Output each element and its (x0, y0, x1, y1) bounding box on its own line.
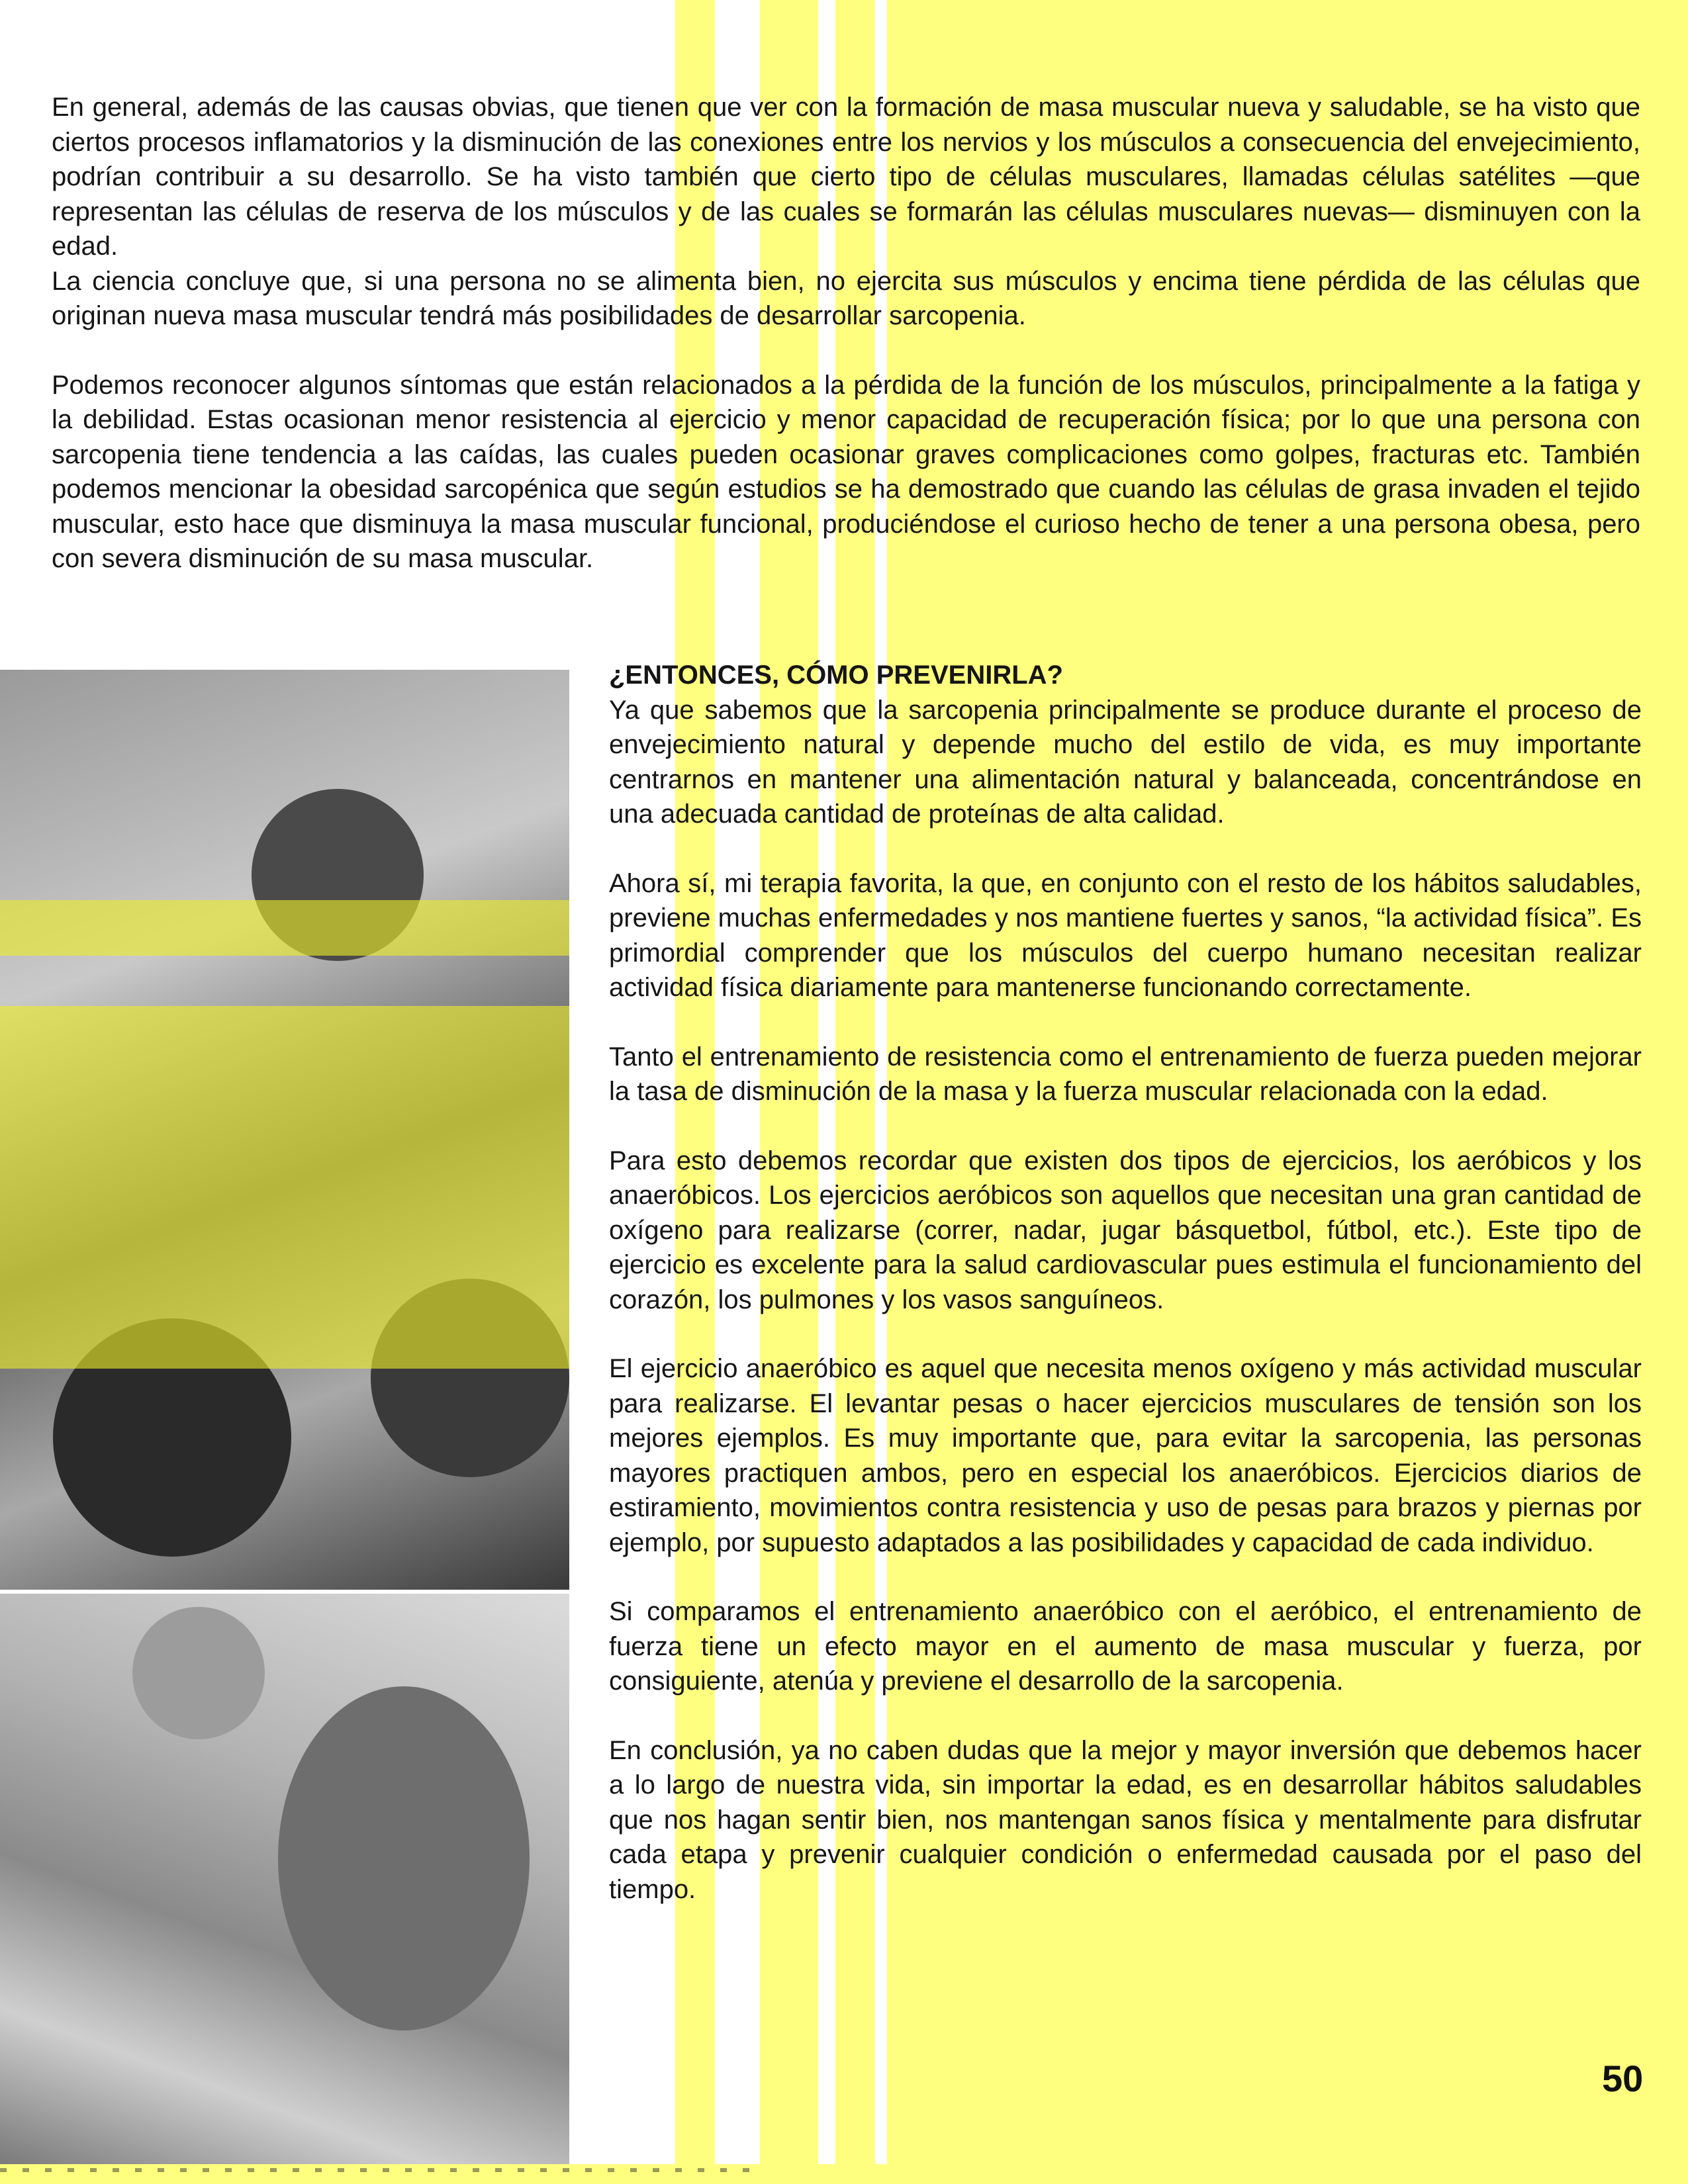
section-paragraph: Ya que sabemos que la sarcopenia principalmente se produce durante el proceso de envejecimiento natural y depende mucho del estilo de vida, es muy importante centrarnos en mantener una alimentación natural y balanceada, concentrándose en una adecuada cantidad de proteínas de alta calidad. (609, 695, 1642, 829)
page-number: 50 (1602, 2058, 1644, 2099)
section-paragraph: Tanto el entrenamiento de resistencia como el entrenamiento de fuerza pueden mejorar la tasa de disminución de la masa y la fuerza muscular relacionada con la edad. (609, 1042, 1642, 1106)
section-paragraph: El ejercicio anaeróbico es aquel que necesita menos oxígeno y más actividad muscular para realizarse. El levantar pesas o hacer ejercicios musculares de tensión son los mejores ejemplos. Es muy importante que, para evitar la sarcopenia, las personas mayores practiquen ambos, pero en especial los anaeróbicos. Ejercicios diarios de estiramiento, movimientos contra resistencia y uso de pesas para brazos y piernas por ejemplo, por supuesto adaptados a las posibilidades y capacidad de cada individuo. (609, 1354, 1642, 1557)
intro-text (52, 90, 1640, 576)
intro-paragraph: En general, además de las causas obvias, que tienen que ver con la formación de masa muscular nueva y saludable, se ha visto que ciertos procesos inflamatorios y la disminución de las conexiones entre los nervios y los músculos a consecuencia del envejecimiento, podrían contribuir a su desarrollo. Se ha visto también que cierto tipo de células musculares, llamadas células satélites —que representan las células de reserva de los músculos y de las cuales se formarán las células musculares nuevas— disminuyen con la edad. (52, 93, 1640, 261)
decor-bottom-band (0, 2164, 1688, 2184)
section-paragraph: Para esto debemos recordar que existen dos tipos de ejercicios, los aeróbicos y los anaeróbicos. Los ejercicios aeróbicos son aquellos que necesitan una gran cantidad de oxígeno para realizarse (correr, nadar, jugar básquetbol, fútbol, etc.). Este tipo de ejercicio es excelente para la salud cardiovascular pues estimula el funcionamiento del corazón, los pulmones y los vasos sanguíneos. (609, 1146, 1642, 1314)
stretching-photo (0, 1594, 569, 2164)
section-paragraph: En conclusión, ya no caben dudas que la mejor y mayor inversión que debemos hacer a lo largo de nuestra vida, sin importar la edad, es en desarrollar hábitos saludables que nos hagan sentir bien, nos mantengan sanos física y mentalmente para disfrutar cada etapa y prevenir cualquier condición o enfermedad causada por el paso del tiempo. (609, 1735, 1642, 1904)
section-paragraph: Ahora sí, mi terapia favorita, la que, en conjunto con el resto de los hábitos saludables, previene muchas enfermedades y nos mantiene fuertes y sanos, “la actividad física”. Es primordial comprender que los músculos del cuerpo humano necesitan realizar actividad física diariamente para mantenerse funcionando correctamente. (609, 868, 1642, 1002)
intro-paragraph: La ciencia concluye que, si una persona no se alimenta bien, no ejercita sus músculos y encima tiene pérdida de las células que originan nueva masa muscular tendrá más posibilidades de desarrollar sarcopenia. (52, 266, 1640, 330)
photo-yellow-band (0, 1006, 569, 1369)
intro-paragraph: Podemos reconocer algunos síntomas que están relacionados a la pérdida de la función de los músculos, principalmente a la fatiga y la debilidad. Estas ocasionan menor resistencia al ejercicio y menor capacidad de recuperación física; por lo que una persona con sarcopenia tiene tendencia a las caídas, las cuales pueden ocasionar graves complicaciones como golpes, fracturas etc. También podemos mencionar la obesidad sarcopénica que según estudios se ha demostrado que cuando las células de grasa invaden el tejido muscular, esto hace que disminuya la masa muscular funcional, produciéndose el curioso hecho de tener a una persona obesa, pero con severa disminución de su masa muscular. (52, 370, 1640, 573)
weightlifter-photo (0, 670, 569, 1590)
decor-dash-row (0, 2168, 755, 2172)
section-paragraph: Si comparamos el entrenamiento anaeróbico con el aeróbico, el entrenamiento de fuerza tiene un efecto mayor en el aumento de masa muscular y fuerza, por consiguiente, atenúa y previene el desarrollo de la sarcopenia. (609, 1597, 1642, 1696)
section-heading: ¿ENTONCES, CÓMO PREVENIRLA? (609, 660, 1063, 690)
prevention-section (609, 658, 1642, 1907)
photo-yellow-band (0, 900, 569, 956)
